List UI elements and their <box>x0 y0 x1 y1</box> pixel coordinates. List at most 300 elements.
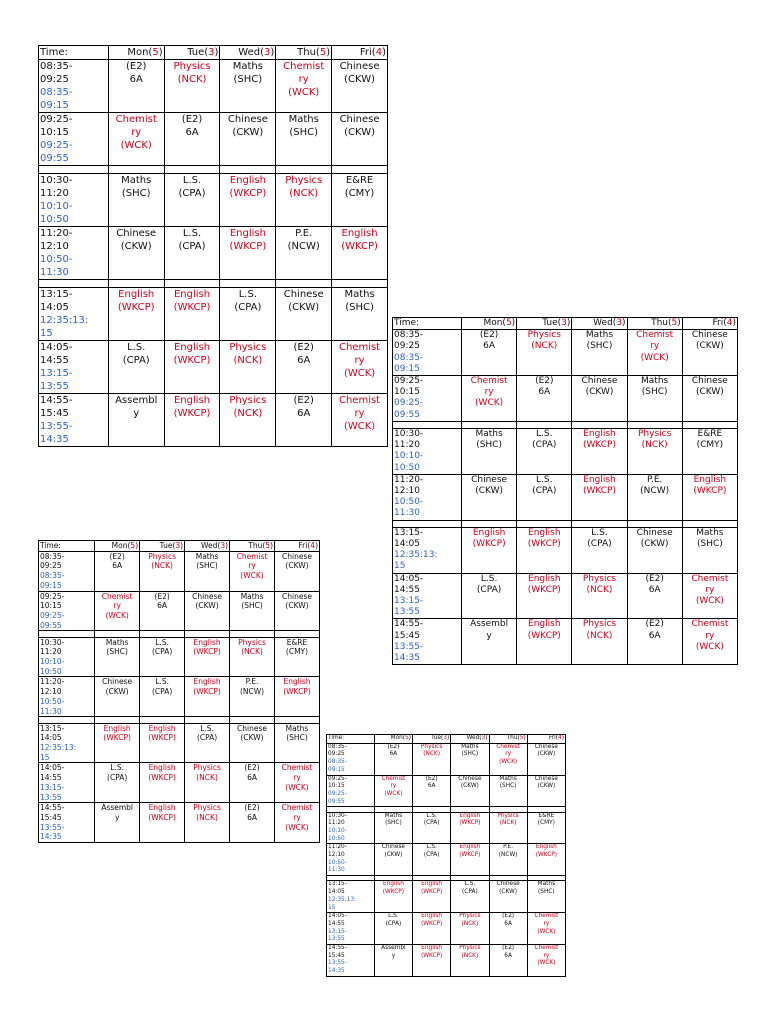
subject-text: (WCK) <box>288 87 320 98</box>
period-time-main: 11:20- <box>328 844 347 851</box>
day-name-close: ) <box>135 541 139 550</box>
subject-text: (NCW) <box>498 852 518 859</box>
subject-cell <box>572 330 627 376</box>
period-row <box>393 376 738 422</box>
subject-text: 6A <box>129 74 143 85</box>
subject-text: (CPA) <box>532 486 557 496</box>
subject-text: ry <box>354 408 365 420</box>
subject-cell <box>108 288 164 341</box>
period-time-alt: 13:55- <box>328 960 347 967</box>
subject-text: English <box>459 812 481 819</box>
subject-text: ry <box>484 387 494 398</box>
subject-text: (E2) <box>535 376 554 387</box>
subject-text: (SHC) <box>196 561 218 571</box>
subject-cell <box>332 174 388 227</box>
subject-text: (WKCP) <box>173 408 211 420</box>
subject-text: (SHC) <box>538 889 555 896</box>
subject-text: P.E. <box>245 677 259 687</box>
period-time <box>393 474 462 520</box>
break-cell <box>332 280 388 288</box>
period-time-alt: 10:50 <box>328 835 345 842</box>
subject-text: L.S. <box>536 428 553 439</box>
break-cell <box>572 421 627 428</box>
subject-cell <box>682 428 737 474</box>
break-cell <box>517 520 572 527</box>
subject-text: ry <box>354 355 365 367</box>
subject-text: (CKW) <box>232 127 264 138</box>
timetable-copy-1 <box>38 45 388 447</box>
subject-text: English <box>472 527 506 538</box>
period-time-alt: 09:25- <box>40 610 65 620</box>
subject-text: (WCK) <box>343 368 376 380</box>
day-period-count: 5 <box>671 318 678 328</box>
subject-text: Chinese <box>636 527 673 538</box>
subject-cell <box>527 945 565 977</box>
subject-cell <box>527 913 565 945</box>
period-row <box>327 844 566 876</box>
header-row <box>327 735 566 744</box>
subject-cell <box>462 527 517 573</box>
day-header-fri <box>332 46 388 60</box>
period-time-alt: 13:55 <box>328 936 345 943</box>
subject-text: (NCK) <box>233 408 263 420</box>
period-time <box>327 881 375 913</box>
subject-cell <box>462 474 517 520</box>
subject-text: Maths <box>195 551 219 561</box>
subject-text: (NCK) <box>423 751 440 758</box>
subject-text: (CKW) <box>537 751 556 758</box>
subject-text: (WKCP) <box>173 355 211 367</box>
subject-cell <box>527 775 565 807</box>
period-time-main: 08:35- <box>40 61 73 72</box>
subject-text: (WCK) <box>537 960 556 967</box>
subject-text: Chemist <box>281 763 313 773</box>
period-time <box>39 174 109 227</box>
subject-text: (CMY) <box>285 647 309 657</box>
subject-cell <box>220 113 276 166</box>
subject-text: Chinese <box>339 61 380 72</box>
period-time <box>39 637 95 677</box>
day-period-count: 3 <box>220 541 226 550</box>
subject-text: Maths <box>240 591 264 601</box>
subject-text: 6A <box>389 751 398 758</box>
subject-text: (CPA) <box>122 355 150 367</box>
subject-cell <box>413 881 451 913</box>
subject-text: (SHC) <box>499 783 517 790</box>
subject-cell <box>275 637 320 677</box>
subject-text: Chemist <box>691 619 729 630</box>
subject-text: Maths <box>696 527 724 538</box>
subject-cell <box>413 945 451 977</box>
subject-text: Maths <box>475 428 503 439</box>
period-time-main: 15:45 <box>40 812 62 822</box>
day-name-close: ) <box>214 47 219 58</box>
period-time-alt: 09:15 <box>328 766 345 773</box>
subject-text: (CKW) <box>585 387 614 398</box>
subject-text: 6A <box>504 920 512 927</box>
subject-text: (WCK) <box>475 398 504 409</box>
subject-text: Chinese <box>581 376 618 387</box>
subject-text: English <box>229 228 266 240</box>
break-row <box>39 166 388 174</box>
subject-text: Chinese <box>691 376 728 387</box>
subject-cell <box>682 376 737 422</box>
subject-text: (WCK) <box>120 140 152 151</box>
period-row <box>327 812 566 844</box>
subject-text: (CPA) <box>423 820 440 827</box>
period-row <box>327 913 566 945</box>
day-period-count: 3 <box>616 318 623 328</box>
period-time-alt: 12:35:13: <box>328 896 356 903</box>
subject-cell <box>185 763 230 803</box>
subject-cell <box>185 803 230 843</box>
period-row <box>39 723 320 763</box>
subject-cell <box>527 844 565 876</box>
subject-text: (WCK) <box>640 352 669 363</box>
subject-text: English <box>193 677 221 687</box>
subject-text: English <box>459 844 481 851</box>
subject-text: (SHC) <box>586 341 613 352</box>
day-period-count: 5 <box>505 318 512 328</box>
subject-cell <box>627 573 682 619</box>
subject-cell <box>517 428 572 474</box>
period-time-main: 09:25 <box>394 341 420 352</box>
subject-cell <box>489 775 527 807</box>
day-period-count: 4 <box>375 47 383 58</box>
subject-text: (NCK) <box>531 341 558 352</box>
subject-cell <box>95 591 140 631</box>
subject-text: (CKW) <box>285 601 309 611</box>
day-name-close: ) <box>408 735 412 741</box>
period-time-main: 14:05- <box>40 763 65 773</box>
subject-text: (SHC) <box>289 127 319 138</box>
period-time-alt: 13:15- <box>40 368 73 380</box>
period-time-alt: 11:30 <box>40 267 69 279</box>
subject-text: (E2) <box>645 619 664 630</box>
subject-cell <box>140 763 185 803</box>
day-period-count: 3 <box>264 47 271 58</box>
subject-cell <box>275 677 320 717</box>
subject-text: Maths <box>285 723 309 733</box>
subject-cell <box>572 527 627 573</box>
subject-cell <box>220 394 276 447</box>
subject-text: Maths <box>384 812 403 819</box>
subject-text: English <box>528 573 561 584</box>
subject-cell <box>462 376 517 422</box>
period-time <box>393 619 462 665</box>
subject-text: L.S. <box>426 812 437 819</box>
period-time-main: 13:15- <box>40 723 65 733</box>
subject-cell <box>572 474 627 520</box>
subject-text: (CKW) <box>240 733 264 743</box>
subject-cell <box>413 743 451 775</box>
period-time <box>39 723 95 763</box>
period-time-alt: 12:35:13: <box>40 315 89 327</box>
subject-text: (NCK) <box>641 440 668 451</box>
day-header-tue <box>517 318 572 330</box>
period-row <box>393 527 738 573</box>
subject-cell <box>275 591 320 631</box>
subject-cell <box>185 591 230 631</box>
subject-text: English <box>148 763 176 773</box>
subject-cell <box>572 376 627 422</box>
subject-text: (WKCP) <box>173 302 211 314</box>
subject-text: (CPA) <box>178 241 206 253</box>
subject-text: (NCK) <box>499 820 517 827</box>
subject-cell <box>517 474 572 520</box>
day-name-close: ) <box>270 47 275 58</box>
period-time <box>327 913 375 945</box>
subject-text: Chinese <box>283 289 324 301</box>
period-time-alt: 11:30 <box>40 706 62 716</box>
break-cell <box>164 166 220 174</box>
subject-cell <box>108 341 164 394</box>
period-time <box>39 60 109 113</box>
subject-text: (E2) <box>387 743 400 750</box>
subject-text: (E2) <box>244 763 260 773</box>
subject-text: L.S. <box>127 342 146 354</box>
day-name: Wed( <box>201 541 221 550</box>
subject-cell <box>451 743 489 775</box>
period-time-main: 09:25- <box>328 775 347 782</box>
period-time-alt: 08:35- <box>394 352 424 363</box>
subject-cell <box>332 60 388 113</box>
day-period-count: 3 <box>443 735 447 741</box>
day-name-close: ) <box>566 318 571 328</box>
subject-text: Chinese <box>237 723 267 733</box>
subject-cell <box>164 288 220 341</box>
period-time <box>327 743 375 775</box>
timetable <box>392 317 738 665</box>
period-time-alt: 13:15- <box>328 928 347 935</box>
subject-text: ry <box>705 630 715 641</box>
subject-text: (SHC) <box>106 647 128 657</box>
subject-text: (WKCP) <box>421 920 443 927</box>
break-cell <box>393 421 462 428</box>
subject-text: (SHC) <box>385 820 402 827</box>
subject-cell <box>489 945 527 977</box>
period-row <box>39 60 388 113</box>
period-time-main: 14:55 <box>328 920 345 927</box>
subject-cell <box>682 474 737 520</box>
subject-text: English <box>528 527 561 538</box>
day-name: Tue( <box>159 541 176 550</box>
subject-cell <box>108 113 164 166</box>
subject-cell <box>451 945 489 977</box>
period-time-main: 09:25- <box>40 114 73 125</box>
period-time-alt: 08:35- <box>40 571 65 581</box>
subject-text: Chinese <box>458 775 482 782</box>
subject-text: Chinese <box>534 743 558 750</box>
period-time-alt: 10:50 <box>394 462 420 473</box>
subject-cell <box>517 619 572 665</box>
subject-text: (E2) <box>425 775 438 782</box>
day-name-close: ) <box>382 47 386 58</box>
day-name: Wed( <box>466 735 482 741</box>
period-time-alt: 14:35 <box>40 832 62 842</box>
period-time-alt: 09:15 <box>40 100 69 111</box>
subject-cell <box>276 394 332 447</box>
break-cell <box>517 421 572 428</box>
subject-cell <box>275 803 320 843</box>
break-cell <box>220 280 276 288</box>
subject-text: (NCW) <box>239 687 265 697</box>
subject-cell <box>517 573 572 619</box>
subject-text: Physics <box>229 395 267 407</box>
subject-text: (WKCP) <box>117 302 155 314</box>
subject-cell <box>230 723 275 763</box>
subject-text: (WKCP) <box>582 486 616 496</box>
subject-text: Physics <box>527 330 561 341</box>
day-name-close: ) <box>158 47 163 58</box>
subject-text: (CKW) <box>285 561 309 571</box>
timetable <box>38 45 388 447</box>
period-time-main: 11:20- <box>40 677 65 687</box>
period-time <box>39 227 109 280</box>
subject-text: (WKCP) <box>582 440 616 451</box>
subject-cell <box>489 881 527 913</box>
subject-text: English <box>693 474 727 485</box>
period-time-alt: 12:35:13: <box>394 550 438 561</box>
subject-text: Chinese <box>227 114 268 125</box>
subject-text: (CPA) <box>151 687 173 697</box>
subject-text: (CKW) <box>695 341 724 352</box>
subject-text: Assembl <box>381 945 406 952</box>
period-time <box>327 812 375 844</box>
subject-cell <box>220 174 276 227</box>
period-row <box>39 113 388 166</box>
subject-text: (CKW) <box>475 486 503 496</box>
subject-cell <box>517 330 572 376</box>
subject-text: (WCK) <box>384 790 403 797</box>
timetable-copy-4 <box>326 734 566 977</box>
subject-text: ry <box>113 601 121 611</box>
day-name: Thu( <box>248 541 266 550</box>
subject-text: English <box>193 637 221 647</box>
day-name: Mon( <box>127 47 153 58</box>
subject-text: Chinese <box>282 551 312 561</box>
period-time-alt: 10:50- <box>40 254 73 266</box>
period-row <box>327 743 566 775</box>
subject-text: Chinese <box>381 844 405 851</box>
day-name-close: ) <box>326 47 331 58</box>
subject-text: (CKW) <box>460 783 479 790</box>
subject-text: (SHC) <box>241 601 263 611</box>
subject-text: 6A <box>297 355 311 367</box>
subject-text: Assembl <box>470 619 509 630</box>
period-row <box>39 288 388 341</box>
period-time <box>39 341 109 394</box>
subject-text: Chemist <box>115 114 157 125</box>
subject-text: Assembl <box>101 803 134 813</box>
subject-text: (CPA) <box>532 440 557 451</box>
subject-cell <box>489 913 527 945</box>
subject-text: Physics <box>459 945 481 952</box>
subject-text: ry <box>293 812 301 822</box>
period-time-alt: 09:55 <box>40 153 69 164</box>
subject-text: Chinese <box>534 775 558 782</box>
subject-cell <box>276 341 332 394</box>
subject-text: Maths <box>537 881 556 888</box>
day-period-count: 5 <box>265 541 271 550</box>
subject-text: ry <box>543 920 550 927</box>
subject-cell <box>489 743 527 775</box>
subject-text: ry <box>248 561 256 571</box>
subject-cell <box>164 174 220 227</box>
subject-text: P.E. <box>503 844 514 851</box>
subject-text: (NCK) <box>196 812 218 822</box>
subject-text: P.E. <box>295 228 313 240</box>
day-header-thu <box>276 46 332 60</box>
period-time-main: 14:05 <box>40 733 62 743</box>
subject-text: (NCW) <box>640 486 670 496</box>
subject-cell <box>220 60 276 113</box>
subject-text: (NCK) <box>289 188 319 200</box>
subject-text: (CMY) <box>537 820 555 827</box>
period-time-alt: 13:55 <box>40 381 69 393</box>
subject-text: Physics <box>193 763 221 773</box>
subject-text: (WCK) <box>240 571 264 581</box>
subject-cell <box>489 812 527 844</box>
subject-cell <box>332 288 388 341</box>
subject-text: Physics <box>459 913 481 920</box>
subject-text: Chemist <box>338 395 381 407</box>
period-time-main: 10:30- <box>40 175 73 187</box>
day-name: Fri( <box>548 735 559 741</box>
subject-text: 6A <box>112 561 123 571</box>
subject-text: (SHC) <box>286 733 308 743</box>
subject-text: (E2) <box>502 945 515 952</box>
subject-text: English <box>283 677 311 687</box>
subject-text: (SHC) <box>641 387 668 398</box>
subject-cell <box>140 551 185 591</box>
subject-text: English <box>528 619 561 630</box>
timetable-copy-2 <box>392 317 738 665</box>
day-name-close: ) <box>225 541 229 550</box>
subject-text: L.S. <box>464 881 476 888</box>
subject-cell <box>489 844 527 876</box>
subject-text: Chemist <box>381 775 406 782</box>
period-row <box>39 763 320 803</box>
subject-cell <box>95 551 140 591</box>
day-period-count: 4 <box>558 735 562 741</box>
subject-text: L.S. <box>238 289 257 301</box>
subject-text: (WKCP) <box>148 733 176 743</box>
subject-cell <box>413 775 451 807</box>
subject-cell <box>230 591 275 631</box>
subject-text: ry <box>505 751 512 758</box>
subject-cell <box>374 844 412 876</box>
period-time-main: 12:10 <box>394 486 420 496</box>
subject-text: English <box>173 395 211 407</box>
subject-text: English <box>103 723 131 733</box>
subject-cell <box>627 376 682 422</box>
period-time-main: 10:15 <box>40 601 62 611</box>
period-row <box>39 394 388 447</box>
subject-text: (WKCP) <box>229 188 267 200</box>
day-name: Thu( <box>297 47 320 58</box>
subject-text: 6A <box>185 127 199 138</box>
time-header: Time: <box>39 541 95 552</box>
period-row <box>393 619 738 665</box>
day-name-close: ) <box>447 735 450 741</box>
subject-text: (WCK) <box>285 782 309 792</box>
subject-text: y <box>114 812 120 822</box>
subject-text: ry <box>131 127 142 138</box>
period-time-alt: 09:15 <box>394 363 420 374</box>
subject-text: Chemist <box>534 945 559 952</box>
subject-cell <box>230 763 275 803</box>
